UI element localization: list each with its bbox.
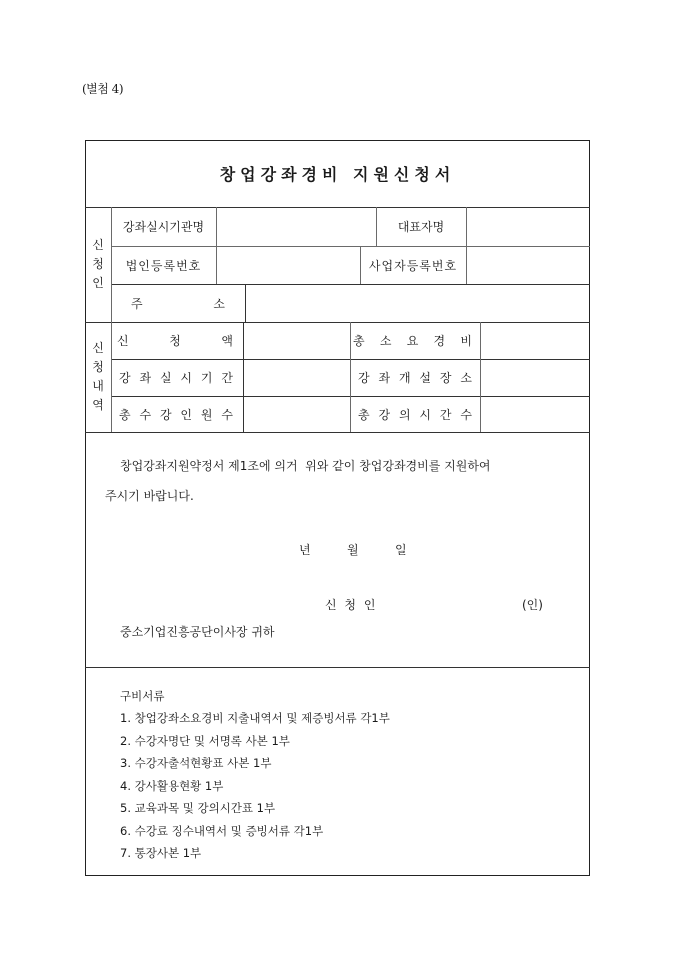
institution-name-field[interactable] — [217, 208, 375, 245]
label-char: 수 — [460, 407, 472, 422]
label-char: 시 — [419, 407, 431, 422]
label-char: 액 — [221, 334, 233, 348]
label-char: 강 — [159, 407, 172, 422]
label-char: 강 — [119, 371, 131, 385]
request-paragraph-line2: 주시기 바랍니다. — [105, 489, 194, 503]
label-char: 수 — [221, 407, 233, 422]
document-item: 5. 교육과목 및 강의시간표 1부 — [120, 801, 276, 815]
label-char: 간 — [439, 407, 452, 422]
label-char: 개 — [398, 371, 411, 385]
label-char: 좌 — [139, 371, 152, 385]
label-char: 실 — [159, 371, 172, 385]
required-documents-heading: 구비서류 — [120, 689, 165, 703]
label-char: 의 — [398, 407, 411, 422]
request-paragraph-line1: 창업강좌지원약정서 제1조에 의거 위와 같이 창업강좌경비를 지원하여 — [120, 459, 491, 473]
label-char: 인 — [180, 407, 192, 422]
label-char: 주 — [131, 296, 143, 311]
label-char: 원 — [200, 407, 213, 422]
trainees-field[interactable] — [244, 397, 350, 431]
label-char: 청 — [169, 334, 181, 348]
hours-label — [350, 396, 480, 432]
request-section-label — [85, 322, 111, 432]
document-item: 2. 수강자명단 및 서명록 사본 1부 — [120, 733, 290, 748]
applicant-section-label — [85, 207, 111, 322]
form-title: 창업강좌경비 지원신청서 — [219, 165, 456, 184]
addressee: 중소기업진흥공단이사장 귀하 — [120, 625, 275, 639]
applicant-signature-label: 신 청 인 — [325, 598, 378, 612]
label-char: 기 — [200, 371, 213, 385]
label-char: 강 — [378, 407, 391, 422]
corp-registration-label: 법인등록번호 — [125, 258, 202, 273]
date-year-label: 년 — [299, 543, 311, 557]
document-item: 3. 수강자출석현황표 사본 1부 — [120, 756, 272, 770]
venue-field[interactable] — [481, 360, 589, 395]
label-char: 시 — [180, 371, 192, 385]
total-cost-field[interactable] — [481, 323, 589, 358]
label-char: 요 — [406, 334, 419, 348]
hours-field[interactable] — [481, 397, 589, 431]
label-char: 내 — [92, 379, 104, 393]
period-label — [111, 359, 243, 396]
label-char: 수 — [139, 407, 152, 422]
label-char: 신 — [117, 334, 129, 348]
label-char: 총 — [353, 334, 365, 348]
total-cost-label — [350, 322, 480, 359]
document-item: 4. 강사활용현황 1부 — [120, 778, 224, 793]
label-char: 소 — [213, 296, 225, 311]
label-char: 설 — [419, 371, 431, 385]
document-item: 1. 창업강좌소요경비 지출내역서 및 제증빙서류 각1부 — [120, 711, 390, 725]
divider — [85, 432, 590, 433]
business-registration-label: 사업자등록번호 — [368, 258, 458, 273]
label-char: 인 — [92, 276, 104, 290]
corp-registration-field[interactable] — [217, 247, 359, 283]
label-char: 경 — [433, 334, 446, 348]
label-char: 소 — [460, 371, 472, 385]
representative-label: 대표자명 — [397, 220, 445, 234]
label-char: 좌 — [378, 371, 391, 385]
label-char: 총 — [119, 407, 131, 422]
label-char: 신 — [92, 238, 104, 252]
label-char: 청 — [92, 257, 104, 271]
label-char: 역 — [92, 398, 104, 412]
divider — [85, 667, 590, 668]
representative-field[interactable] — [467, 208, 589, 245]
address-label — [111, 284, 245, 322]
date-day-label: 일 — [395, 543, 407, 557]
period-field[interactable] — [244, 360, 350, 395]
date-month-label: 월 — [347, 543, 359, 557]
seal-label: (인) — [522, 598, 543, 612]
required-documents-list — [120, 707, 390, 865]
label-char: 비 — [460, 334, 472, 348]
amount-label — [111, 322, 243, 359]
label-char: 장 — [439, 371, 452, 385]
institution-name-label: 강좌실시기관명 — [122, 220, 205, 234]
address-field[interactable] — [246, 285, 589, 321]
business-registration-field[interactable] — [467, 247, 589, 283]
amount-field[interactable] — [244, 323, 350, 358]
label-char: 강 — [358, 371, 370, 385]
label-char: 소 — [379, 334, 392, 348]
attachment-label: (별첨 4) — [82, 82, 123, 96]
label-char: 간 — [221, 371, 233, 385]
label-char: 청 — [92, 360, 104, 374]
venue-label — [350, 359, 480, 396]
label-char: 신 — [92, 341, 104, 355]
trainees-label — [111, 396, 243, 432]
document-item: 6. 수강료 징수내역서 및 증빙서류 각1부 — [120, 823, 324, 838]
label-char: 총 — [358, 407, 370, 422]
document-item: 7. 통장사본 1부 — [120, 846, 202, 860]
